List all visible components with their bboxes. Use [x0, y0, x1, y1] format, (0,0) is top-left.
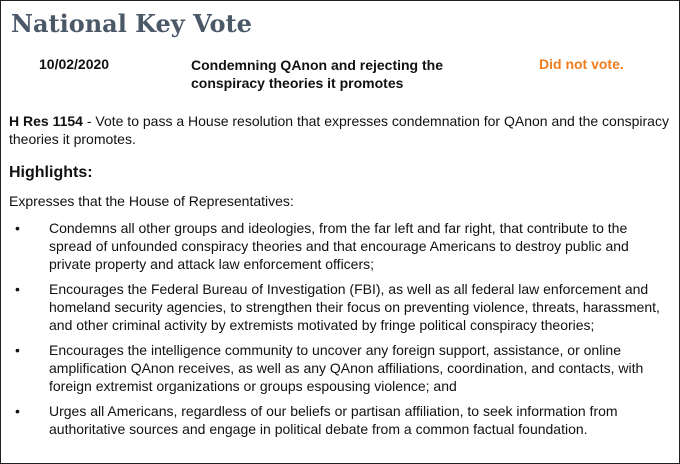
list-item — [1, 341, 679, 395]
bullet-icon: • — [15, 342, 20, 358]
list-item-text: Encourages the Federal Bureau of Investigation (FBI), as well as all federal law enforcement and homeland security agencies, to strengthen their focus on preventing violence, threats, harassment, and other criminal activity by extremists motivated by fringe political conspiracy theories; — [49, 281, 660, 333]
bill-number: H Res 1154 — [9, 113, 83, 129]
summary-text: - Vote to pass a House resolution that expresses condemnation for QAnon and the conspiracy theories it promotes. — [9, 113, 669, 147]
list-item — [1, 280, 679, 334]
vote-summary — [9, 112, 669, 148]
list-item-text: Encourages the intelligence community to uncover any foreign support, assistance, or online amplification QAnon receives, as well as any QAnon affiliations, coordination, and contacts, with foreign extremist organizations or groups espousing violence; and — [49, 342, 644, 394]
vote-date: 10/02/2020 — [39, 56, 110, 72]
bullet-icon: • — [15, 281, 20, 297]
list-item-text: Urges all Americans, regardless of our beliefs or partisan affiliation, to seek information from authoritative sources and engage in political debate from a common factual foundation. — [49, 403, 618, 437]
bullet-icon: • — [15, 403, 20, 419]
list-item-text: Condemns all other groups and ideologies, from the far left and far right, that contribute to the spread of unfounded conspiracy theories and that encourage Americans to destroy public and private property and attack law enforcement officers; — [49, 220, 629, 272]
highlights-intro: Expresses that the House of Representatives: — [9, 193, 294, 209]
vote-title: Condemning QAnon and rejecting the conspiracy theories it promotes — [191, 57, 443, 91]
list-item — [1, 219, 679, 273]
page-title: National Key Vote — [11, 9, 252, 38]
list-item — [1, 402, 679, 438]
bullet-icon: • — [15, 220, 20, 236]
vote-status: Did not vote. — [539, 56, 624, 72]
highlights-list — [1, 219, 679, 445]
highlights-heading: Highlights: — [9, 164, 93, 181]
